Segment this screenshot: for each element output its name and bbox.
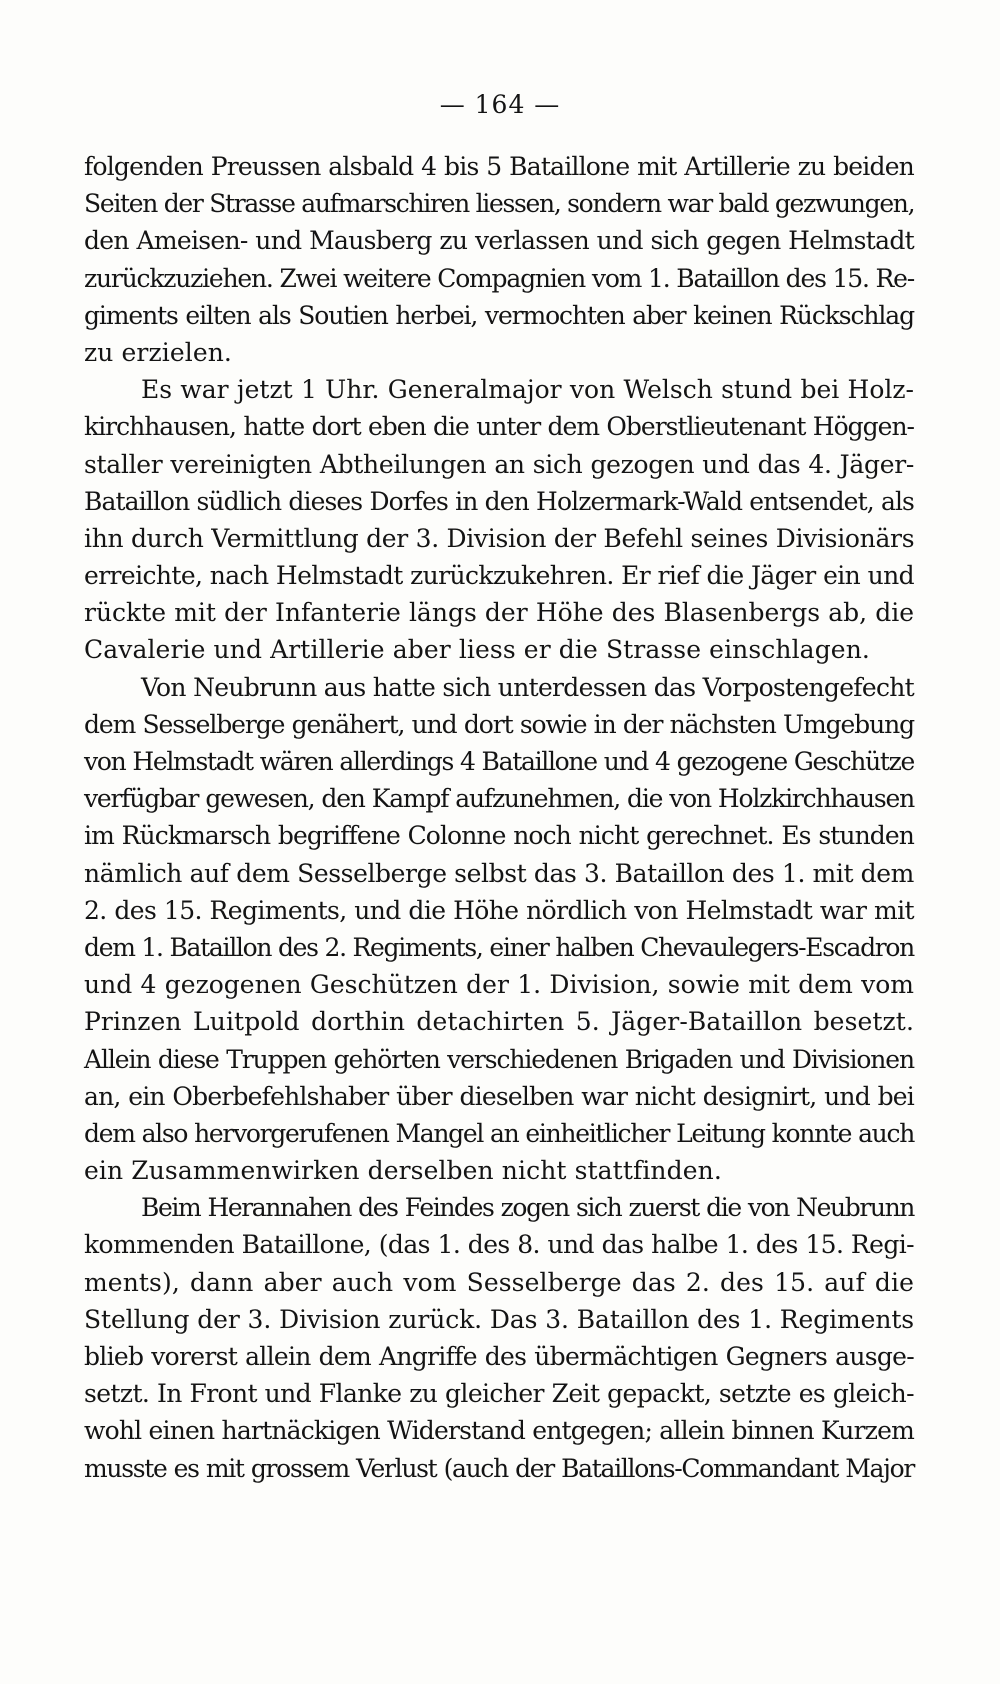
text-line: 2. des 15. Regiments, und die Höhe nördlich von Helmstadt war mit	[84, 895, 914, 925]
text-line: giments eilten als Soutien herbei, vermochten aber keinen Rückschlag	[84, 300, 914, 330]
text-line: Cavalerie und Artillerie aber liess er die Strasse einschlagen.	[84, 635, 870, 665]
page-number: — 164 —	[439, 90, 561, 119]
paragraph-first-line: Es war jetzt 1 Uhr. Generalmajor von Welsch stund bei Holz-	[141, 375, 914, 405]
text-line: blieb vorerst allein dem Angriffe des übermächtigen Gegners ausge-	[84, 1342, 914, 1371]
text-line: zu erzielen.	[84, 337, 232, 367]
text-line: folgenden Preussen alsbald 4 bis 5 Bataillone mit Artillerie zu beiden	[84, 152, 914, 181]
text-line: dem also hervorgerufenen Mangel an einheitlicher Leitung konnte auch	[84, 1118, 914, 1148]
text-line: dem Sesselberge genähert, und dort sowie in der nächsten Umgebung	[84, 709, 914, 739]
text-line: wohl einen hartnäckigen Widerstand entgegen; allein binnen Kurzem	[84, 1416, 914, 1446]
text-line: ein Zusammenwirken derselben nicht stattfinden.	[84, 1156, 722, 1186]
text-line: an, ein Oberbefehlshaber über dieselben war nicht designirt, und bei	[84, 1081, 914, 1111]
text-line: ihn durch Vermittlung der 3. Division der Befehl seines Divisionärs	[84, 523, 915, 553]
text-line: rückte mit der Infanterie längs der Höhe des Blasenbergs ab, die	[84, 598, 914, 628]
text-line: im Rückmarsch begriffene Colonne noch nicht gerechnet. Es stunden	[84, 821, 914, 851]
text-line: kommenden Bataillone, (das 1. des 8. und das halbe 1. des 15. Regi-	[84, 1230, 914, 1260]
text-line: Stellung der 3. Division zurück. Das 3. Bataillon des 1. Regiments	[84, 1304, 914, 1334]
text-line: musste es mit grossem Verlust (auch der Bataillons-Commandant Major	[84, 1453, 914, 1483]
text-line: kirchhausen, hatte dort eben die unter dem Oberstlieutenant Höggen-	[84, 412, 914, 442]
text-line: Prinzen Luitpold dorthin detachirten 5. Jäger-Bataillon besetzt.	[84, 1007, 914, 1037]
text-line: setzt. In Front und Flanke zu gleicher Zeit gepackt, setzte es gleich-	[84, 1379, 914, 1409]
text-line: zurückzuziehen. Zwei weitere Compagnien vom 1. Bataillon des 15. Re-	[84, 263, 914, 293]
text-line: ments), dann aber auch vom Sesselberge das 2. des 15. auf die	[84, 1267, 914, 1297]
text-line: und 4 gezogenen Geschützen der 1. Division, sowie mit dem vom	[84, 970, 914, 1000]
text-line: den Ameisen- und Mausberg zu verlassen und sich gegen Helmstadt	[84, 226, 914, 256]
text-line: Bataillon südlich dieses Dorfes in den Holzermark-Wald entsendet, als	[84, 486, 914, 516]
body-text	[84, 148, 914, 1487]
text-line: staller vereinigten Abtheilungen an sich gezogen und das 4. Jäger-	[84, 449, 914, 479]
paragraph-first-line: Beim Herannahen des Feindes zogen sich zuerst die von Neubrunn	[141, 1193, 914, 1223]
text-line: Allein diese Truppen gehörten verschiedenen Brigaden und Divisionen	[84, 1044, 914, 1074]
paragraph-first-line: Von Neubrunn aus hatte sich unterdessen das Vorpostengefecht	[141, 672, 914, 702]
text-line: von Helmstadt wären allerdings 4 Bataillone und 4 gezogene Geschütze	[84, 747, 914, 776]
text-line: dem 1. Bataillon des 2. Regiments, einer halben Chevaulegers-Escadron	[84, 932, 914, 962]
text-line: Seiten der Strasse aufmarschiren liessen, sondern war bald gezwungen,	[84, 189, 915, 219]
text-line: erreichte, nach Helmstadt zurückzukehren. Er rief die Jäger ein und	[84, 561, 914, 591]
text-line: verfügbar gewesen, den Kampf aufzunehmen, die von Holzkirchhausen	[84, 784, 914, 814]
text-line: nämlich auf dem Sesselberge selbst das 3. Bataillon des 1. mit dem	[84, 858, 914, 888]
